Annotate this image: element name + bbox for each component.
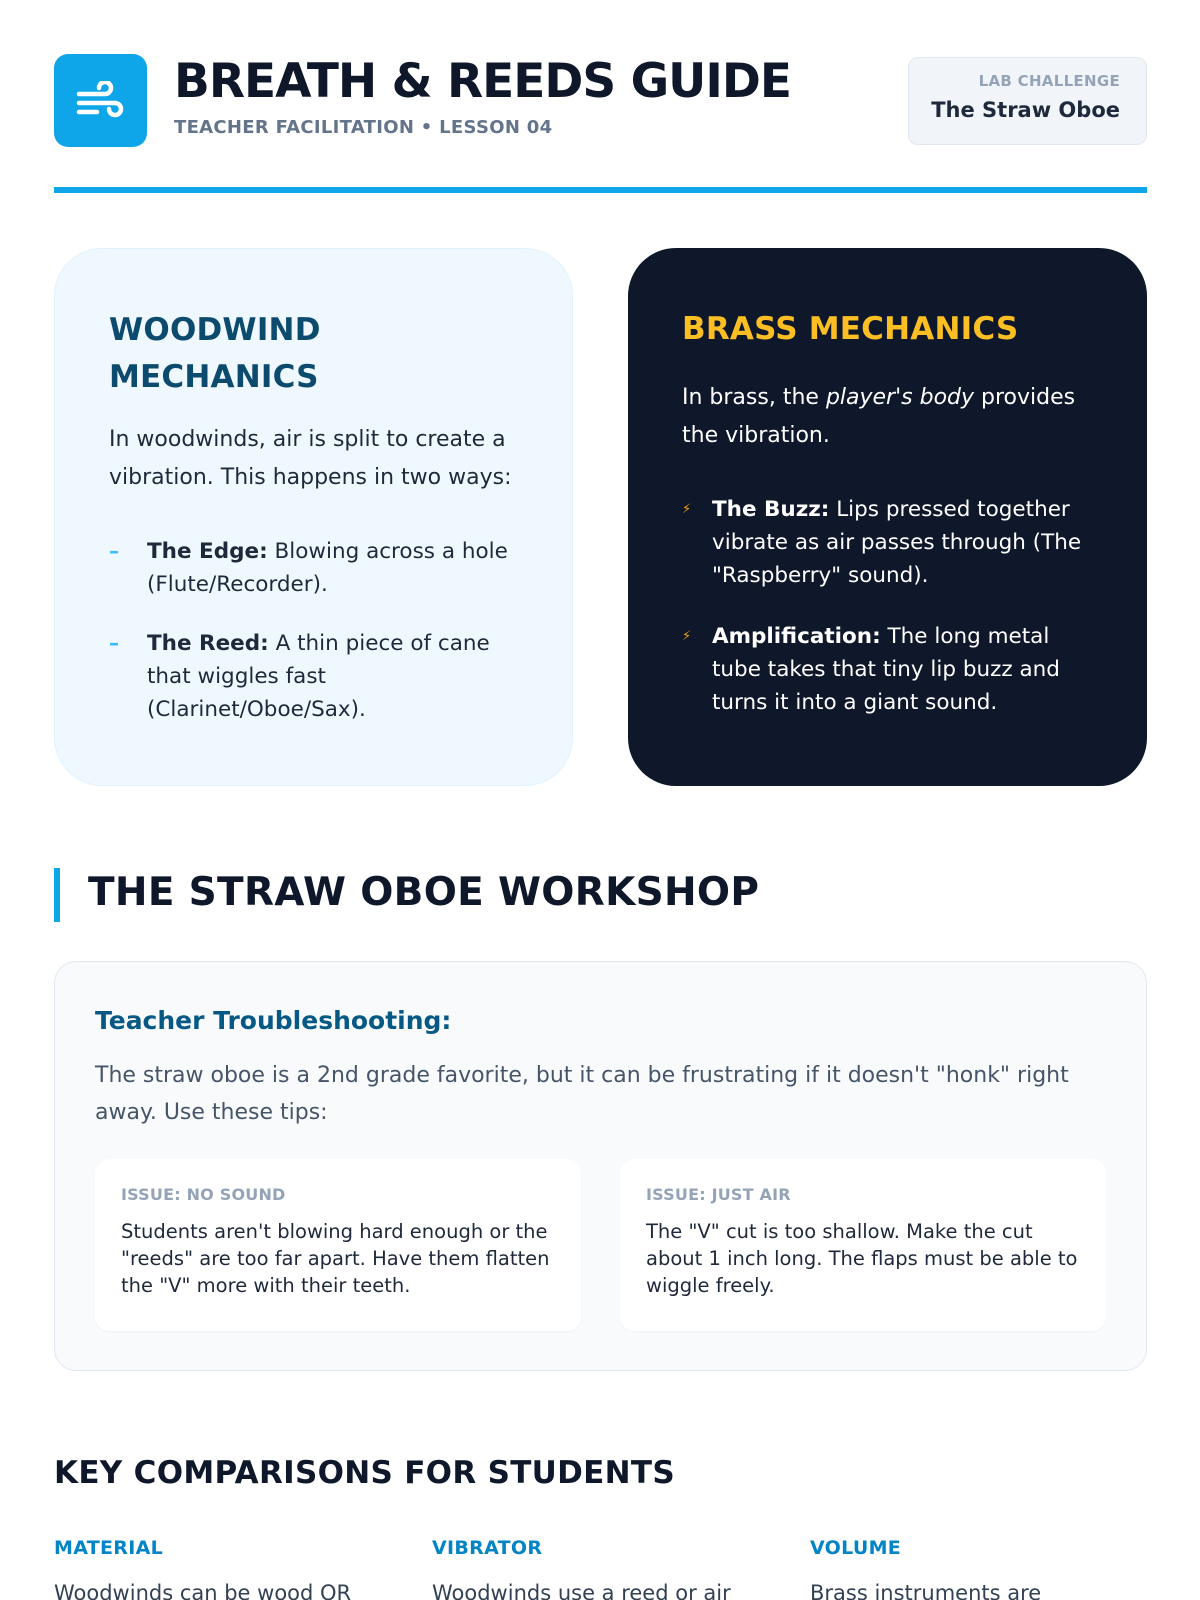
comparison-text: Brass instruments are	[810, 1581, 1042, 1600]
troubleshooting-intro: The straw oboe is a 2nd grade favorite, but it can be frustrating if it doesn't "honk" right away. Use these tips:	[95, 1063, 1069, 1125]
troubleshooting-panel	[54, 961, 1147, 1371]
header-divider	[54, 187, 1147, 193]
brass-intro-emphasis: player's body	[825, 385, 975, 410]
comparison-text: Woodwinds can be wood OR	[54, 1581, 352, 1600]
comparison-column	[810, 1537, 1155, 1600]
comparison-heading: VOLUME	[810, 1537, 902, 1559]
woodwind-heading-line2: MECHANICS	[109, 359, 319, 395]
comparisons-title: KEY COMPARISONS FOR STUDENTS	[54, 1455, 675, 1491]
wind-icon	[75, 81, 127, 121]
list-item	[682, 620, 1093, 719]
issue-card	[95, 1159, 581, 1331]
lightning-bolt-icon: ⚡	[682, 629, 692, 644]
issue-label: ISSUE: NO SOUND	[121, 1185, 286, 1204]
lightning-bolt-icon: ⚡	[682, 502, 692, 517]
woodwind-item-term: The Edge:	[147, 539, 268, 564]
comparison-heading: MATERIAL	[54, 1537, 163, 1559]
workshop-title: THE STRAW OBOE WORKSHOP	[88, 870, 760, 915]
brass-heading: BRASS MECHANICS	[682, 311, 1019, 347]
woodwind-intro: In woodwinds, air is split to create a vibration. This happens in two ways:	[109, 427, 512, 490]
comparison-column	[54, 1537, 399, 1600]
brass-intro-after: provides the vibration.	[682, 385, 1076, 448]
issue-text: Students aren't blowing hard enough or the "reeds" are too far apart. Have them flatten the "V" more with their teeth.	[121, 1220, 550, 1297]
lab-challenge-badge	[908, 57, 1147, 145]
logo-badge	[54, 54, 147, 147]
woodwind-item-text: Blowing across a hole (Flute/Recorder).	[147, 539, 508, 597]
list-item	[109, 535, 512, 601]
woodwind-item-text: A thin piece of cane that wiggles fast (Clarinet/Oboe/Sax).	[147, 631, 490, 722]
brass-intro-before: In brass, the	[682, 385, 826, 410]
comparison-column	[432, 1537, 777, 1600]
brass-item-term: Amplification:	[712, 624, 881, 649]
page-title: BREATH & REEDS GUIDE	[174, 54, 791, 109]
brass-list	[682, 493, 1093, 719]
badge-kicker: LAB CHALLENGE	[978, 72, 1120, 90]
comparison-text: Woodwinds use a reed or air	[432, 1581, 731, 1600]
troubleshooting-heading: Teacher Troubleshooting:	[95, 1006, 452, 1035]
list-item	[109, 627, 512, 726]
comparison-heading: VIBRATOR	[432, 1537, 543, 1559]
woodwind-heading	[109, 307, 512, 401]
issue-label: ISSUE: JUST AIR	[646, 1185, 791, 1204]
brass-item-text: The long metal tube takes that tiny lip buzz and turns it into a giant sound.	[712, 624, 1060, 715]
badge-value: The Straw Oboe	[931, 98, 1120, 122]
issue-card	[620, 1159, 1106, 1331]
section-accent-bar	[54, 868, 60, 922]
brass-item-text: Lips pressed together vibrate as air passes through (The "Raspberry" sound).	[712, 497, 1082, 588]
brass-intro	[682, 379, 1093, 455]
woodwind-item-term: The Reed:	[147, 631, 269, 656]
woodwind-heading-line1: WOODWIND	[109, 312, 321, 348]
woodwind-list	[109, 535, 512, 726]
woodwind-card	[54, 248, 573, 786]
list-item	[682, 493, 1093, 592]
dash-icon: –	[109, 539, 119, 563]
issue-text: The "V" cut is too shallow. Make the cut about 1 inch long. The flaps must be able to wiggle freely.	[646, 1220, 1078, 1297]
page-subtitle: TEACHER FACILITATION • LESSON 04	[174, 117, 553, 138]
dash-icon: –	[109, 631, 119, 655]
brass-item-term: The Buzz:	[712, 497, 830, 522]
brass-card	[628, 248, 1147, 786]
